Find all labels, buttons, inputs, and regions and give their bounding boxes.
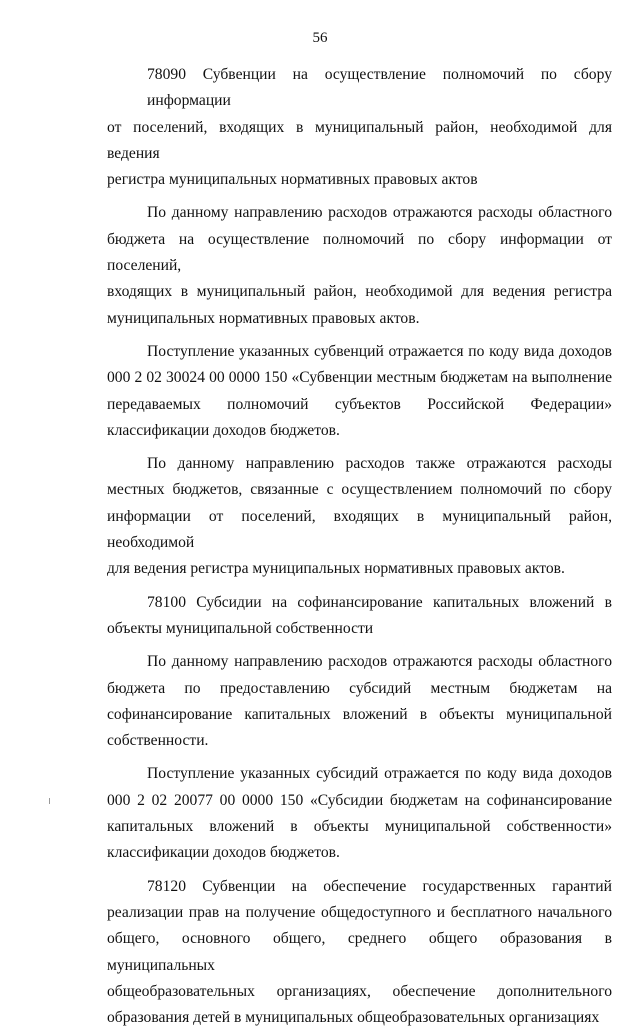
text-line: классификации доходов бюджетов. <box>107 844 340 862</box>
text-line: По данному направлению расходов отражаются расходы областного <box>147 204 612 222</box>
text-line: муниципальных нормативных правовых актов. <box>107 309 420 327</box>
scan-artifact <box>49 798 50 804</box>
text-line: общего, основного общего, среднего общего образования в муниципальных <box>107 930 612 974</box>
text-line: 78120 Субвенции на обеспечение государственных гарантий <box>147 877 612 895</box>
text-line: от поселений, входящих в муниципальный район, необходимой для ведения <box>107 118 612 162</box>
text-line: объекты муниципальной собственности <box>107 619 374 637</box>
text-line: местных бюджетов, связанные с осуществлением полномочий по сбору <box>107 481 612 499</box>
paragraph <box>107 761 612 866</box>
text-line: регистра муниципальных нормативных правовых актов <box>107 171 478 189</box>
text-line: передаваемых полномочий субъектов Российской Федерации» <box>107 395 612 413</box>
paragraph <box>107 62 612 193</box>
paragraph <box>107 874 612 1031</box>
paragraph <box>107 590 612 643</box>
text-line: классификации доходов бюджетов. <box>107 421 340 439</box>
text-line: 000 2 02 30024 00 0000 150 «Субвенции местным бюджетам на выполнение <box>107 369 612 387</box>
paragraph <box>107 649 612 754</box>
paragraph <box>107 200 612 331</box>
text-line: По данному направлению расходов отражаются расходы областного <box>147 653 612 671</box>
text-line: 78100 Субсидии на софинансирование капитальных вложений в <box>147 593 612 611</box>
text-line: 000 2 02 20077 00 0000 150 «Субсидии бюджетам на софинансирование <box>107 791 612 809</box>
text-line: реализации прав на получение общедоступного и бесплатного начального <box>107 903 612 921</box>
text-line: информации от поселений, входящих в муниципальный район, необходимой <box>107 507 612 552</box>
text-line: собственности. <box>107 732 209 750</box>
text-line: бюджета по предоставлению субсидий местным бюджетам на <box>107 679 612 697</box>
text-line: для ведения регистра муниципальных нормативных правовых актов. <box>107 560 565 578</box>
text-line: софинансирование капитальных вложений в объекты муниципальной <box>107 705 612 723</box>
page-number: 56 <box>312 30 328 46</box>
text-line: 78090 Субвенции на осуществление полномочий по сбору информации <box>147 66 612 110</box>
paragraph <box>107 339 612 444</box>
text-line: Поступление указанных субсидий отражается по коду вида доходов <box>147 765 612 783</box>
paragraph <box>107 451 612 582</box>
text-line: капитальных вложений в объекты муниципальной собственности» <box>107 818 612 836</box>
text-line: входящих в муниципальный район, необходимой для ведения регистра <box>107 283 612 301</box>
document-body <box>107 62 612 1031</box>
text-line: общеобразовательных организациях, обеспечение дополнительного <box>107 982 612 1000</box>
text-line: По данному направлению расходов также отражаются расходы <box>147 455 612 473</box>
text-line: Поступление указанных субвенций отражается по коду вида доходов <box>147 342 612 360</box>
text-line: бюджета на осуществление полномочий по сбору информации от поселений, <box>107 230 612 275</box>
text-line: образования детей в муниципальных общеобразовательных организациях <box>107 1009 600 1027</box>
